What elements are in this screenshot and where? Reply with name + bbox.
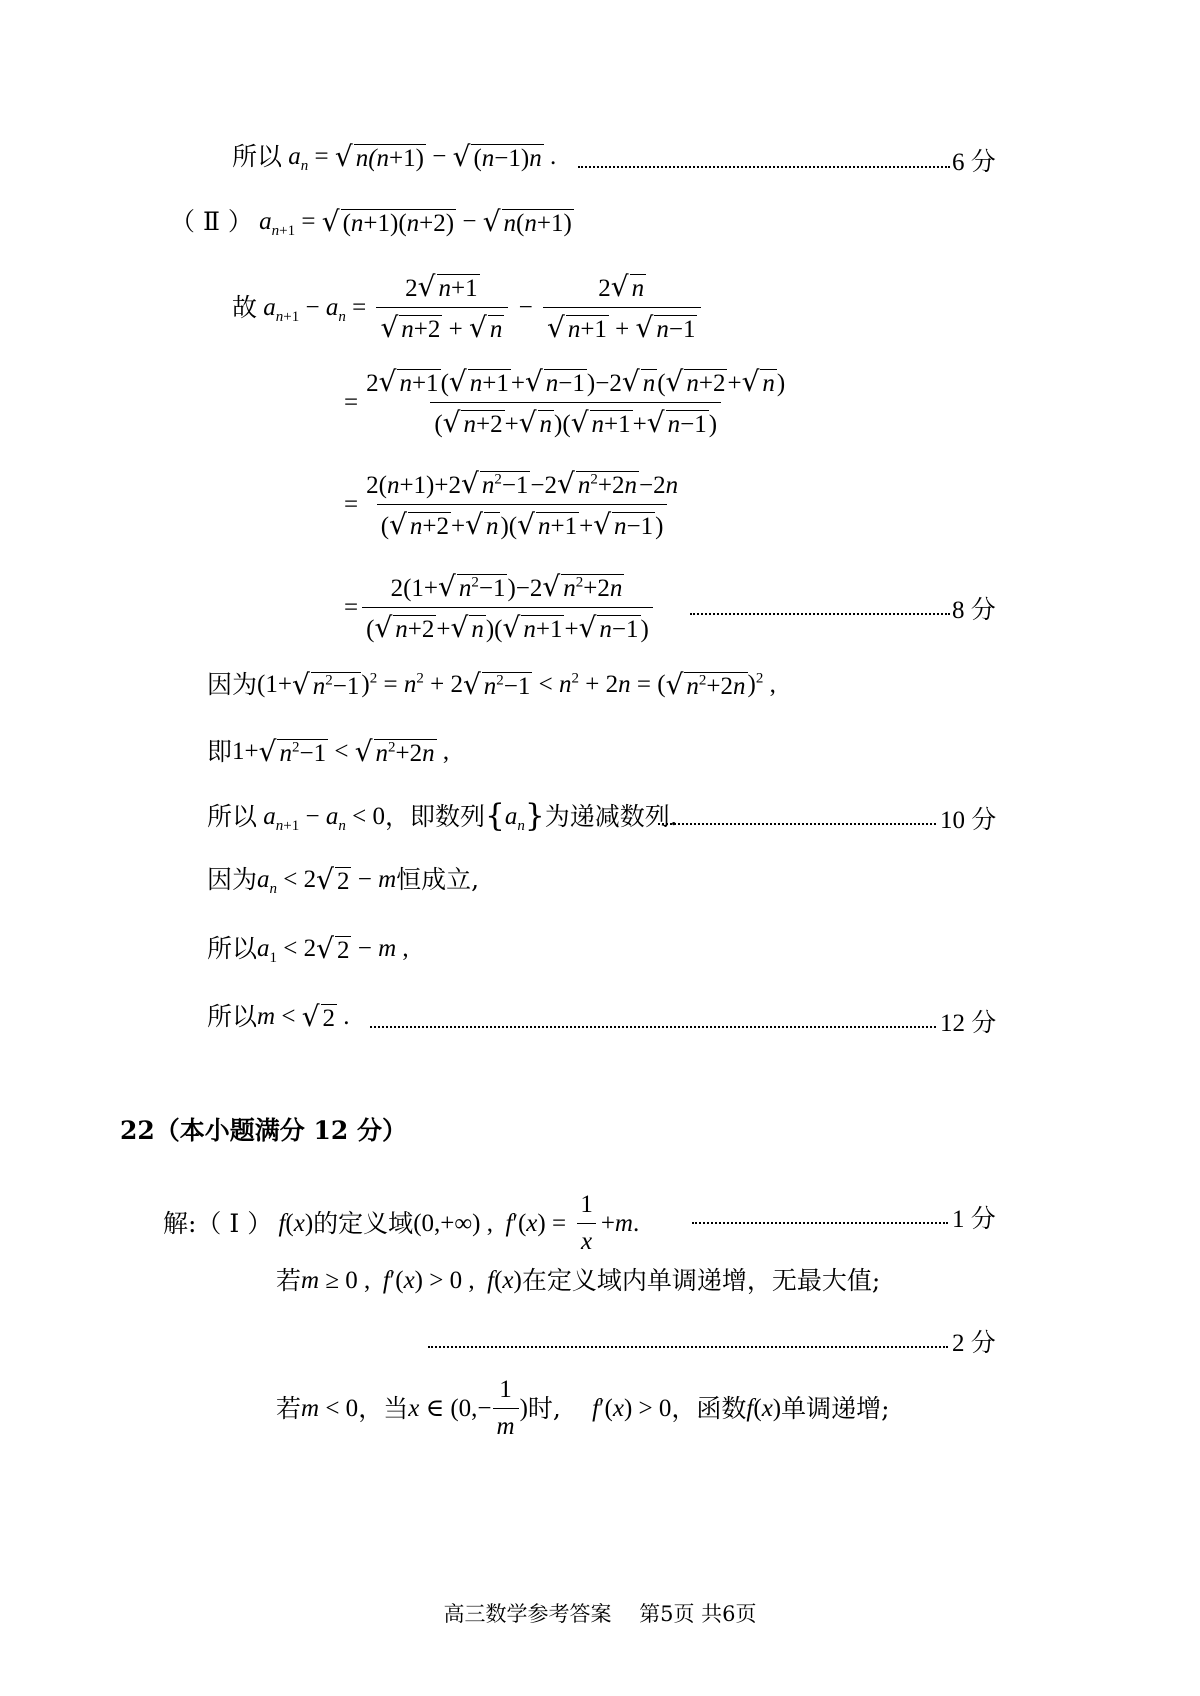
- line-i-e: 即 1+ √ $n^2-1$ < √ $n^2+2n$ ,: [207, 735, 450, 768]
- line-step-1: = 2 √ n+1 ( √ n+1 + √ n−1 )−2 √ n ( √ n+2 + √ n ) ( √ n+2 + √ n )( √ n+1 + √ n−1 ): [344, 365, 786, 439]
- dotted-leader: [658, 823, 936, 825]
- line-an-plus-1: （ Ⅱ ） $a_{n+1}$ = √ (n+1)(n+2) − √ n(n+1): [170, 205, 572, 239]
- text-so: 所以: [232, 141, 283, 171]
- score-1: 1 分: [952, 1206, 996, 1233]
- line-an-formula: 所以 $a_n$ = √ n(n+1) − √ (n−1)n .: [232, 140, 557, 174]
- dotted-leader: [690, 613, 950, 615]
- line-because-inequality: 因为 (1+ √ $n^2-1$ )$^2$ = $n^2$ + 2 √ $n^2-1$ < $n^2$ + 2 n = ( √ $n^2+2n$ )$^2$ ,: [207, 668, 776, 701]
- line-difference: 故 $a_{n+1}$ − $a_n$ = 2 √ n+1 √ n+2 + √ n − 2 √ n √ n+1 + √ n−1: [232, 270, 705, 345]
- text-if: 若: [276, 1266, 302, 1295]
- text-because: 因为: [207, 864, 258, 894]
- text-domain: 的定义域: [313, 1208, 414, 1238]
- text-increasing: 单调递增;: [781, 1393, 890, 1423]
- score-12: 12 分: [940, 1010, 997, 1037]
- text-if: 若: [276, 1393, 302, 1423]
- line-case-m-nonneg: 若 m ≥ 0 , f′(x) > 0 , f(x) 在定义域内单调递增，无最大值;: [276, 1266, 881, 1295]
- text-so: 所以: [207, 933, 258, 963]
- part-ii-label: （ Ⅱ ）: [170, 206, 253, 236]
- section-title-text: 22（本小题满分 12 分）: [120, 1116, 407, 1145]
- text-when: ，当: [358, 1393, 409, 1423]
- text-because: 因为: [207, 669, 258, 699]
- line-m-result: 所以 m < √ 2 .: [207, 1000, 350, 1033]
- line-solution-domain: 解:（ Ⅰ ） f(x) 的定义域 (0,+∞) , f′(x) = $\frac{1}{x}$ + m .: [163, 1191, 640, 1255]
- text-namely: 即: [207, 736, 233, 766]
- dotted-leader: [370, 1026, 936, 1028]
- line-always-holds: 因为 $a_n$ < 2 √ 2 − m 恒成立,: [207, 863, 480, 897]
- dotted-leader: [578, 166, 950, 168]
- line-case-m-neg: 若 m < 0 ，当 x ∈ (0,− $\frac{1}{m}$ ) 时, f′(x) > 0 ，函数 f(x) 单调递增;: [276, 1376, 890, 1440]
- score-10: 10 分: [940, 807, 997, 834]
- line-a1: 所以 $a_1$ < 2 √ 2 − m ,: [207, 932, 409, 966]
- page-footer: 高三数学参考答案 第5页 共6页: [443, 1602, 757, 1626]
- line-step-2: = 2(n+1)+2 √ $n^2-1$ −2 √ $n^2+2n$ −2n ( √ n+2 + √ n )( √ n+1 + √ n−1 ): [344, 467, 679, 541]
- text-increasing: 在定义域内单调递增，无最大值;: [521, 1266, 881, 1295]
- text-therefore: 故: [232, 292, 258, 322]
- text-so: 所以: [207, 1001, 258, 1031]
- text-so: 所以: [207, 801, 258, 831]
- text-decreasing: 为递减数列.: [544, 801, 678, 831]
- score-2: 2 分: [952, 1330, 996, 1357]
- score-8: 8 分: [952, 597, 996, 624]
- line-decreasing: 所以 $a_{n+1}$ − $a_n$ < 0 ，即数列 { $a_n$ } 为递减数列.: [207, 798, 678, 834]
- section-22-title: [120, 1116, 407, 1146]
- text-time: 时,: [527, 1393, 561, 1423]
- text-always: 恒成立,: [396, 864, 480, 894]
- score-6: 6 分: [952, 149, 996, 176]
- text-function: ，函数: [671, 1393, 747, 1423]
- dotted-leader: [692, 1222, 948, 1224]
- text-sequence: ，即数列: [384, 801, 485, 831]
- dotted-leader: [428, 1346, 948, 1348]
- line-step-3: = 2(1+ √ $n^2-1$ )−2 √ $n^2+2n$ ( √ n+2 + √ n )( √ n+1 + √ n−1 ): [344, 570, 657, 645]
- part-i-label: 解:（ Ⅰ ）: [163, 1208, 273, 1238]
